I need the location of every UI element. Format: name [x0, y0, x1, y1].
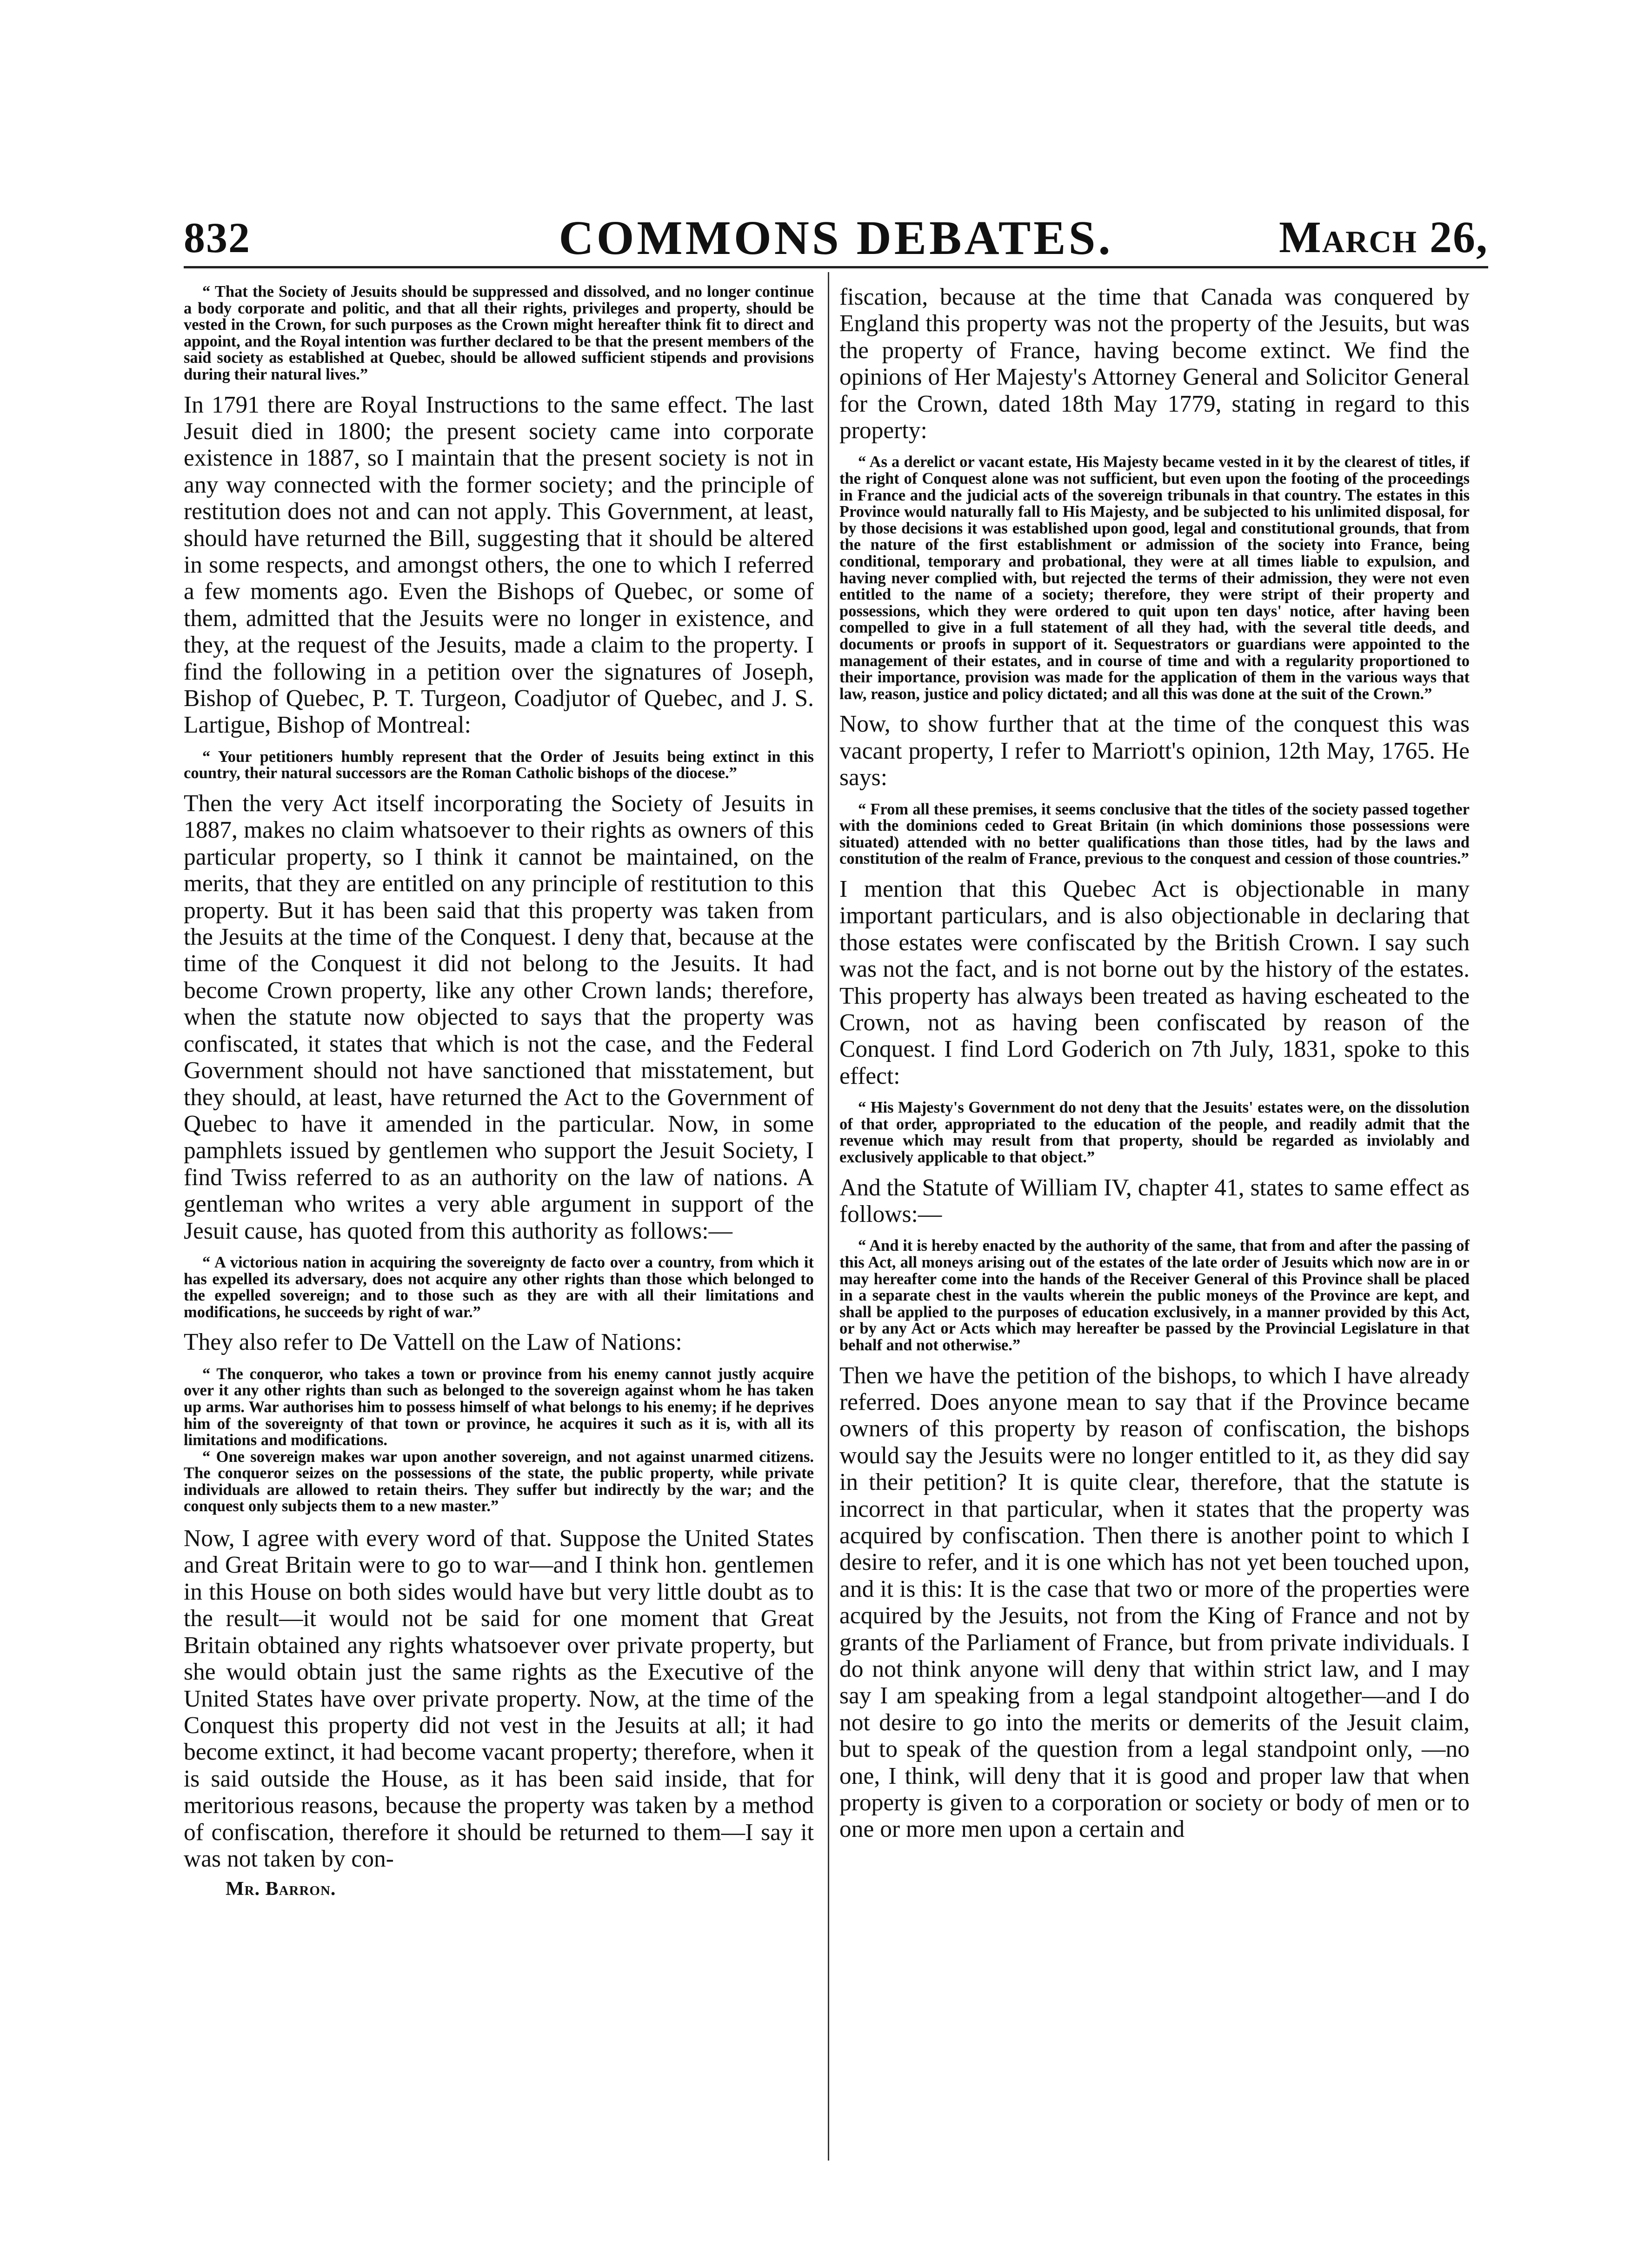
header-rule — [184, 266, 1488, 268]
speaker-name: Mr. Barron. — [226, 1878, 336, 1900]
column-divider — [828, 272, 829, 2161]
quote-block: “ The conqueror, who takes a town or province from his enemy cannot justly acquire over it any other rights than such as belonged to the sovereign against whom he has taken up arms. War authorises him to possess himself of what belongs to his enemy; if he deprives him of the sovereignty of that town or province, he acquires it such as it is, with all its limitations and modifications. — [184, 1365, 814, 1449]
page-number: 832 — [184, 214, 251, 261]
quote-block: “ From all these premises, it seems conclusive that the titles of the society passed together with the dominions ceded to Great Britain (in which dominions those possessions were situated) attended with no better qualifications than those titles, had by the laws and constitution of the realm of France, previous to the conquest and cession of those countries.” — [839, 800, 1470, 868]
body-paragraph: Now, to show further that at the time of the conquest this was vacant property, I refer to Marriott's opinion, 12th May, 1765. He says: — [839, 711, 1470, 791]
quote-block: “ Your petitioners humbly represent that the Order of Jesuits being extinct in this country, their natural successors are the Roman Catholic bishops of the diocese.” — [184, 747, 814, 782]
body-paragraph: I mention that this Quebec Act is objectionable in many important particulars, and is also objectionable in declaring that those estates were confiscated by the British Crown. I say such was not the fact, and is not borne out by the history of the estates. This property has always been treated as having escheated to the Crown, not as having been confiscated by reason of the Conquest. I find Lord Goderich on 7th July, 1831, spoke to this effect: — [839, 875, 1470, 1089]
quote-block: “ One sovereign makes war upon another sovereign, and not against unarmed citizens. The conqueror seizes on the possessions of the state, the public property, while private individuals are allowed to retain theirs. They suffer but indirectly by the war; and the conquest only subjects them to a new master.” — [184, 1448, 814, 1515]
running-title: COMMONS DEBATES. — [559, 211, 1113, 265]
body-paragraph: Then the very Act itself incorporating the Society of Jesuits in 1887, makes no claim whatsoever to their rights as owners of this particular property, so I think it cannot be maintained, on the merits, that they are entitled on any principle of restitution to this property. But it has been said that this property was taken from the Jesuits at the time of the Conquest. I deny that, because at the time of the Conquest it did not belong to the Jesuits. It had become Crown property, like any other Crown lands; therefore, when the statute now objected to says that the property was confiscated, it states that which is not the case, and the Federal Government should not have sanctioned that misstatement, but they should, at least, have returned the Act to the Government of Quebec to have it amended in the particular. Now, in some pamphlets issued by gentlemen who support the Jesuit Society, I find Twiss referred to as an authority on the law of nations. A gentleman who writes a very able argument in support of the Jesuit cause, has quoted from this authority as follows:— — [184, 790, 814, 1244]
body-paragraph: fiscation, because at the time that Canada was conquered by England this property was not the property of the Jesuits, but was the property of France, having become extinct. We find the opinions of Her Majesty's Attorney General and Solicitor General for the Crown, dated 18th May 1779, stating in regard to this property: — [839, 284, 1470, 444]
quote-block: “ That the Society of Jesuits should be suppressed and dissolved, and no longer continue a body corporate and politic, and that all their rights, privileges and property, should be vested in the Crown, for such purposes as the Crown might hereafter think fit to direct and appoint, and the Royal intention was further declared to be that the present members of the said society as established at Quebec, should be allowed sufficient stipends and provisions during their natural lives.” — [184, 283, 814, 383]
quote-block: “ A victorious nation in acquiring the sovereignty de facto over a country, from which it has expelled its adversary, does not acquire any other rights than those which belonged to the expelled sovereign; and to those such as they are with all their limitations and modifications, he succeeds by right of war.” — [184, 1253, 814, 1321]
quote-block: “ His Majesty's Government do not deny that the Jesuits' estates were, on the dissolution of that order, appropriated to the education of the people, and readily admit that the revenue which may result from that property, should be regarded as inviolably and exclusively applicable to that object.” — [839, 1099, 1470, 1166]
body-paragraph: In 1791 there are Royal Instructions to the same effect. The last Jesuit died in 1800; the present society came into corporate existence in 1887, so I maintain that the present society is not in any way connected with the former society; and the principle of restitution does not and can not apply. This Government, at least, should have returned the Bill, suggesting that it should be altered in some respects, and amongst others, the one to which I referred a few moments ago. Even the Bishops of Quebec, or some of them, admitted that the Jesuits were no longer in existence, and they, at the request of the Jesuits, made a claim to the property. I find the following in a petition over the signatures of Joseph, Bishop of Quebec, P. T. Turgeon, Coadjutor of Quebec, and J. S. Lartigue, Bishop of Montreal: — [184, 391, 814, 739]
body-paragraph: They also refer to De Vattell on the Law of Nations: — [184, 1329, 682, 1356]
body-paragraph: Then we have the petition of the bishops, to which I have already referred. Does anyone mean to say that if the Province became owners of this property by reason of confiscation, the bishops would say the Jesuits were no longer entitled to it, as they did say in their petition? It is quite clear, therefore, that the statute is incorrect in that particular, when it states that the property was acquired by confiscation. Then there is another point to which I desire to refer, and it is one which has not yet been touched upon, and it is this: It is the case that two or more of the properties were acquired by the Jesuits, not from the King of France and not by grants of the Parliament of France, but from private individuals. I do not think anyone will deny that within strict law, and I may say I am speaking from a legal standpoint altogether—and I do not desire to go into the merits or demerits of the Jesuit claim, but to speak of the question from a legal standpoint only, —no one, I think, will deny that it is good and proper law that when property is given to a corporation or society or body of men or to one or more men upon a certain and — [839, 1362, 1470, 1843]
body-paragraph: And the Statute of William IV, chapter 41, states to same effect as follows:— — [839, 1174, 1470, 1227]
quote-block: “ And it is hereby enacted by the authority of the same, that from and after the passing of this Act, all moneys arising out of the estates of the late order of Jesuits which now are in or may hereafter come into the hands of the Receiver General of this Province shall be placed in a separate chest in the vaults wherein the public moneys of the Province are kept, and shall be applied to the purposes of education exclusively, in a manner provided by this Act, or by any Act or Acts which may hereafter be passed by the Provincial Legislature in that behalf and not otherwise.” — [839, 1237, 1470, 1354]
quote-block: “ As a derelict or vacant estate, His Majesty became vested in it by the clearest of titles, if the right of Conquest alone was not sufficient, but even upon the footing of the proceedings in France and the judicial acts of the sovereign tribunals in that country. The estates in this Province would naturally fall to His Majesty, and be subjected to his unlimited disposal, for by those decisions it was established upon good, legal and constitutional grounds, that from the nature of the first establishment or admission of the society into France, being conditional, temporary and probational, they were at all times liable to expulsion, and having never complied with, but rejected the terms of their admission, they were not even entitled to the name of a society; therefore, they were stript of their property and possessions, which they were ordered to quit upon ten days' notice, after having been compelled to give in a full statement of all they had, with the several title deeds, and documents or proofs in support of it. Sequestrators or guardians were appointed to the management of their estates, and in course of time and with a regularity proportioned to their importance, provision was made for the application of them in the various ways that law, reason, justice and policy dictated; and all this was done at the suit of the Crown.” — [839, 453, 1470, 703]
body-paragraph: Now, I agree with every word of that. Suppose the United States and Great Britain were to go to war—and I think hon. gentlemen in this House on both sides would have but very little doubt as to the result—it would not be said for one moment that Great Britain obtained any rights whatsoever over private property, but she would obtain just the same rights as the Executive of the United States have over private property. Now, at the time of the Conquest this property did not vest in the Jesuits at all; it had become extinct, it had become vacant property; therefore, when it is said outside the House, as it has been said inside, that for meritorious reasons, because the property was taken by a method of confiscation, therefore it should be returned to them—I say it was not taken by con- — [184, 1525, 814, 1872]
left-column — [184, 284, 814, 1900]
page-header — [184, 205, 1488, 265]
running-date: March 26, — [1279, 212, 1488, 262]
right-column — [839, 284, 1470, 1843]
